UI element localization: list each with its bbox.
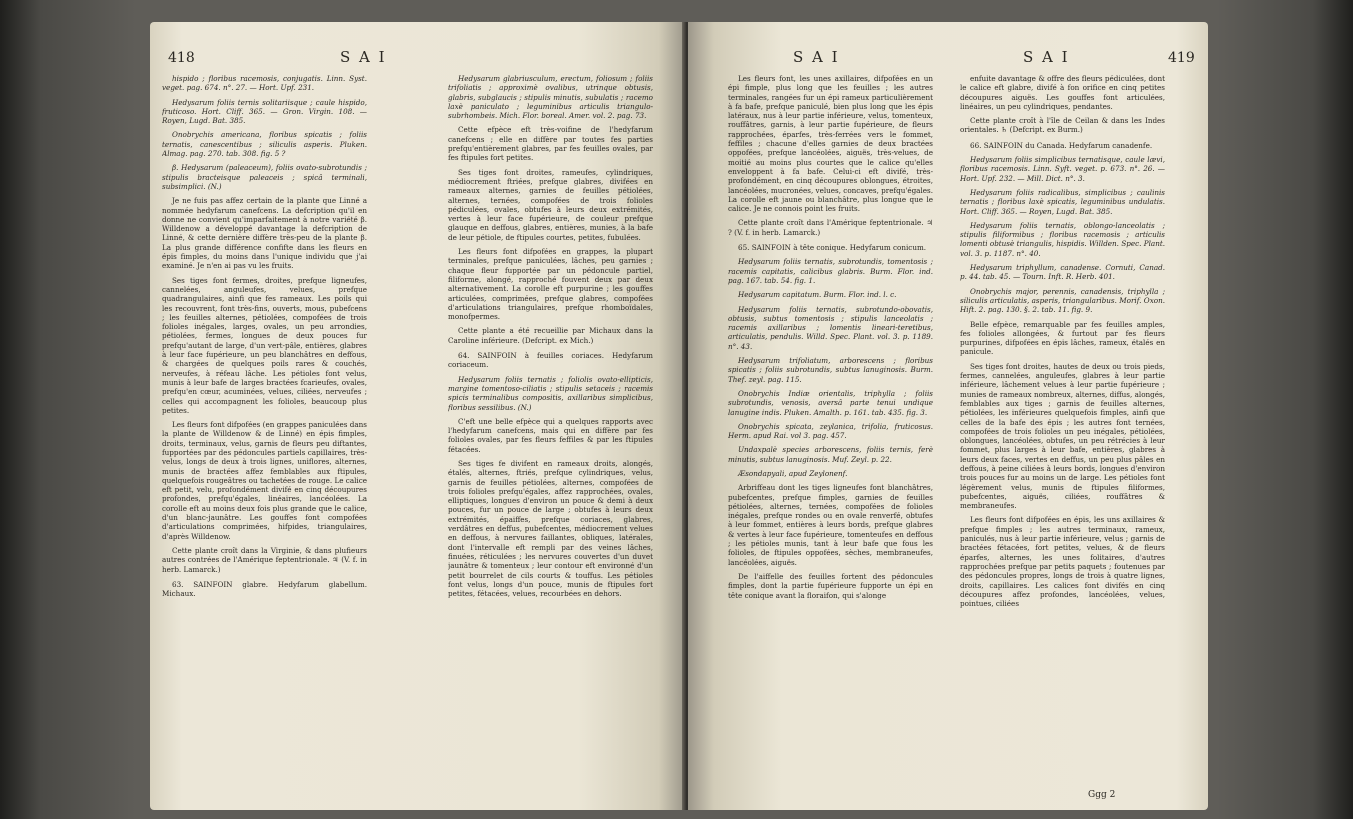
paragraph: Les fleurs font difpofées en grappes, la plupart terminales, prefque paniculées, lâches, peu garnies ; chaque fleur fupportée par un pédoncule partiel, filiforme, alongé, rapproché fouvent deux par deux alternativement. La corolle eft purpurine ; les gouffes articulées, comprimées, prefque glabres, compofées d'articulations triangulaires, prefque rhomboïdales, monofpermes.	[448, 247, 653, 322]
paragraph: Belle efpèce, remarquable par fes feuilles amples, fes folioles allongées, & furtout par fes fleurs purpurines, difpofées en épis lâches, rameux, étalés en panicule.	[960, 319, 1165, 357]
paragraph: Ses tiges font droites, hautes de deux ou trois pieds, fermes, cannelées, anguleufes, glabres à leur partie inférieure, lâchement velues à leur partie fupérieure ; munies de rameaux nombreux, alternes, diffus, alongés, femblables aux tiges ; garnis de feuilles alternes, pétiolées, les inférieures quelquefois fimples, ainfi que celles de la bafe des épis ; les autres font ternées, compofées de trois folioles un peu inégales, pétiolées, oblongues, lancéolées, obtufes, un peu rétrécies à leur fommet, plus larges à leur bafe, entières, glabres à leurs deux faces, vertes en deffus, un peu plus pâles en deffous, à peine ciliées à leurs bords, longues d'environ trois pouces fur au moins un de large. Les pétioles font légèrement velus, munis de ftipules filiformes, pubefcentes, aiguës, ciliées, rouffâtres & membraneufes.	[960, 361, 1165, 511]
paragraph: Ses tiges font droites, rameufes, cylindriques, médiocrement ftriées, prefque glabres, divifées en rameaux alternes, garnies de feuilles pétiolées, alternes, ternées, compofées de trois folioles pédiculées, ovales, obtufes à leurs deux extrémités, vertes à leur face fupérieure, de couleur prefque glauque en deffous, glabres, entières, munies, à la bafe de leur pétiole, de ftipules courtes, petites, fubulées.	[448, 167, 653, 242]
paragraph: Onobrychis major, perennis, canadensis, triphylla ; siliculis articulatis, asperis, triangularibus. Morif. Oxon. Hift. 2. pag. 130. §. 2. tab. 11. fig. 9.	[960, 286, 1165, 315]
paragraph: Ses tiges font fermes, droites, prefque ligneufes, cannelées, anguleufes, velues, prefque quadrangulaires, ainfi que fes rameaux. Les poils qui les recouvrent, font très-fins, ouverts, mous, pubefcens ; les feuilles alternes, pétiolées, compofées de trois folioles inégales, larges, ovales, un peu arrondies, pétiolées, fermes, longues de deux pouces fur prefqu'autant de large, d'un vert-pâle, entières, glabres à leur face fupérieure, un peu blanchâtres en deffous, & chargées de quelques poils rares & couchés, nerveufes, à réfeau lâche. Les pétioles font velus, munis à leur bafe de larges bractées fcarieufes, ovales, prefqu'en cœur, acuminées, velues, ciliées, nerveufes ; celles qui accompagnent les folioles, beaucoup plus petites.	[162, 275, 367, 415]
paragraph: hispido ; floribus racemosis, conjugatis. Linn. Syst. veget. pag. 674. n°. 27. — Hort. Upf. 231.	[162, 74, 367, 93]
paragraph: Undaxpalè species arborescens, foliis ternis, ferè minutis, subtus lanuginosis. Muf. Zeyl. p. 22.	[728, 445, 933, 464]
paragraph: Hedysarum foliis ternatis, oblongo-lanceolatis ; stipulis filiformibus ; floribus racemosis ; articulis lomenti obtusè triangulis, hispidis. Willden. Spec. Plant. vol. 3. p. 1187. n°. 40.	[960, 220, 1165, 258]
paragraph: Ses tiges fe divifent en rameaux droits, alongés, étalés, alternes, ftriés, prefque cylindriques, velus, garnis de feuilles pétiolées, alternes, compofées de trois folioles prefqu'égales, affez rapprochées, ovales, elliptiques, longues d'environ un pouce & demi à deux pouces, fur un pouce de large ; obtufes à leurs deux extrémités, épaiffes, prefque coriaces, glabres, verdâtres en deffus, pubefcentes, médiocrement velues en deffous, à nervures faillantes, obliques, latérales, dont l'intervalle eft rempli par des veines lâches, finuées, réticulées ; les nervures couvertes d'un duvet jaunâtre & tomenteux ; leur contour eft environné d'un petit bourrelet de cils courts & touffus. Les pétioles font velus, longs d'un pouce, munis de ftipules fort petites, fétacées, velues, recourbées en dehors.	[448, 458, 653, 599]
paragraph: Onobrychis spicata, zeylanica, trifolia, fruticosus. Herm. apud Rai. vol 3. pag. 457.	[728, 421, 933, 441]
left-page-column-2	[448, 74, 653, 603]
right-page-number: 419	[1168, 50, 1195, 66]
paragraph: Les fleurs font, les unes axillaires, difpofées en un épi fimple, plus long que les feuilles ; les autres terminales, rangées fur un épi rameux particulièrement à fa bafe, prefque paniculé, bien plus long que les épis latéraux, nus à leur partie inférieure, velus, tomenteux, rouffâtres, garnis, à leur partie fupérieure, de fleurs rapprochées, éparfes, très-ferrées vers le fommet, feffiles ; chacune d'elles garnies de deux bractées oppofées, prefque lancéolées, aiguës, très-velues, de moitié au moins plus courtes que le calice qu'elles enveloppent à fa bafe. Celui-ci eft divifé, très-profondément, en cinq découpures oblongues, étroites, lancéolées, mucronées, velues, concaves, prefqu'égales. La corolle eft jaune ou blanchâtre, plus longue que le calice. Je ne connois point les fruits.	[728, 74, 933, 214]
paragraph: Hedysarum foliis ternatis ; foliolis ovato-ellipticis, margine tomentoso-ciliatis ; stipulis setaceis ; racemis spicis terminalibus compositis, axillaribus simplicibus, floribus sessilibus. (N.)	[448, 374, 653, 412]
right-running-head-2: S A I	[1023, 48, 1070, 66]
right-page-column-2	[960, 74, 1165, 613]
paragraph: β. Hedysarum (paleaceum), foliis ovato-subrotundis ; stipulis bracteisque paleaceis ; spicâ terminali, subsimplici. (N.)	[162, 163, 367, 191]
left-running-head: S A I	[340, 48, 387, 66]
left-page-column-1	[162, 74, 367, 603]
paragraph: Hedysarum triphyllum, canadense. Cornuti, Canad. p. 44. tab. 45. — Tourn. Inft. R. Herb. 401.	[960, 263, 1165, 282]
paragraph: C'eft une belle efpèce qui a quelques rapports avec l'hedyfarum canefcens, mais qui en diffère par fes folioles ovales, par fes fleurs feffiles & par les ftipules fétacées.	[448, 416, 653, 454]
paragraph: Hedysarum foliis ternis solitariisque ; caule hispido, fruticoso. Hort. Cliff. 365. — Gron. Virgin. 108. — Royen, Lugd. Bat. 385.	[162, 97, 367, 126]
right-page	[688, 22, 1208, 810]
paragraph: Hedysarum foliis radicalibus, simplicibus ; caulinis ternatis ; floribus laxè spicatis, leguminibus undulatis. Hort. Cliff. 365. — Royen, Lugd. Bat. 385.	[960, 187, 1165, 216]
paragraph: Cette plante a été recueillie par Michaux dans la Caroline inférieure. (Defcript. ex Mich.)	[448, 326, 653, 345]
paragraph: De l'aiffelle des feuilles fortent des pédoncules fimples, dont la partie fupérieure fupporte un épi en tête conique avant la floraifon, qui s'alonge	[728, 571, 933, 600]
paragraph: Les fleurs font difpofées en épis, les uns axillaires & prefque fimples ; les autres terminaux, rameux, paniculés, nus à leur partie inférieure, velus ; garnis de bractées fétacées, fort petites, velues, & de fleurs éparfes, alternes, les unes folitaires, d'autres rapprochées prefque par petits paquets ; foutenues par des pédoncules propres, longs de trois à quatre lignes, droits, capillaires. Les calices font divifés en cinq découpures affez profondes, lancéolées, velues, pointues, ciliées	[960, 515, 1165, 609]
paragraph: 63. SAINFOIN glabre. Hedyfarum glabellum. Michaux.	[162, 579, 367, 599]
paragraph: enfuite davantage & offre des fleurs pédiculées, dont le calice eft glabre, divifé à fon orifice en cinq petites découpures aiguës. Les gouffes font articulées, linéaires, un peu cylindriques, pendantes.	[960, 74, 1165, 111]
right-running-head-1: S A I	[793, 48, 840, 66]
paragraph: Arbriffeau dont les tiges ligneufes font blanchâtres, pubefcentes, prefque fimples, garnies de feuilles pétiolées, alternes, ternées, compofées de folioles inégales, prefque rondes ou en ovale renverfé, obtufes à leur fommet, entières à leurs bords, prefque glabres & vertes à leur face fupérieure, tomenteufes en deffous ; les pétioles munis, tant à leur bafe que fous les folioles, de ftipules oppofées, sèches, membraneufes, lancéolées, aiguës.	[728, 483, 933, 567]
right-page-column-1	[728, 74, 933, 605]
paragraph: Cette efpèce eft très-voifine de l'hedyfarum canefcens ; elle en diffère par toutes fes parties prefqu'entièrement glabres, par fes feuilles ovales, par fes ftipules fort petites.	[448, 125, 653, 163]
paragraph: Æsondapyali, apud Zeylonenf.	[738, 468, 848, 478]
paragraph: 65. SAINFOIN à tête conique. Hedyfarum conicum.	[738, 243, 927, 253]
left-page	[150, 22, 685, 810]
paragraph: Hedysarum foliis ternatis, subrotundis, tomentosis ; racemis capitatis, calicibus glabris. Burm. Flor. ind. pag. 167. tab. 54. fig. 1.	[728, 257, 933, 285]
paragraph: Les fleurs font difpofées (en grappes paniculées dans la plante de Willdenow & de Linné) en épis fimples, droits, terminaux, velus, garnis de fleurs peu diftantes, fupportées par des pédoncules partiels capillaires, très-velus, longs de deux à trois lignes, uniflores, alternes, munis de bractées affez femblables aux ftipules, quelquefois rougeâtres ou tachetées de rouge. Le calice eft petit, velu, profondément divifé en cinq découpures profondes, prefqu'égales, linéaires, lancéolées. La corolle eft au moins deux fois plus grande que le calice, d'un blanc-jaunâtre. Les gouffes font compofées d'articulations comprimées, hifpides, triangulaires, d'après Willdenow.	[162, 420, 367, 541]
paragraph: Hedysarum trifoliatum, arborescens ; floribus spicatis ; foliis subrotundis, subtus lanuginosis. Burm. Thef. zeyl. pag. 115.	[728, 356, 933, 384]
paragraph: 64. SAINFOIN à feuilles coriaces. Hedyfarum coriaceum.	[448, 351, 653, 370]
paragraph: Cette plante croît dans la Virginie, & dans plufieurs autres contrées de l'Amérique feptentrionale. ♃ (V. f. in herb. Lamarck.)	[162, 545, 367, 574]
paragraph: Hedysarum foliis ternatis, subrotundo-obovatis, obtusis, subtus tomentosis ; stipulis lanceolatis ; racemis axillaribus ; lomentis lineari-teretibus, articulatis, pendulis. Willd. Spec. Plant. vol. 3. p. 1189. n°. 43.	[728, 304, 933, 351]
paragraph: Hedysarum foliis simplicibus ternatisque, caule lævi, floribus racemosis. Linn. Syft. veget. p. 673. n°. 26. — Hort. Upf. 232. — Mill. Dict. n°. 3.	[960, 155, 1165, 183]
paragraph: Onobrychis Indiæ orientalis, triphylla ; foliis subrotundis, venosis, aversâ parte tenui undique lanugine indis. Pluken. Amalth. p. 161. tab. 435. fig. 3.	[728, 388, 933, 417]
paragraph: Je ne fuis pas affez certain de la plante que Linné a nommée hedyfarum canefcens. La defcription qu'il en donne ne convient qu'imparfaitement à notre variété β. Willdenow a développé davantage la defcription de Linné, & cette dernière diffère très-peu de la plante β. La plus grande différence confifte dans les fleurs en épis fimples, du moins dans l'unique individu que j'ai examiné. Je n'en ai pas vu les fruits.	[162, 196, 367, 271]
paragraph: 66. SAINFOIN du Canada. Hedyfarum canadenfe.	[970, 140, 1153, 150]
paragraph: Cette plante croît à l'île de Ceilan & dans les Indes orientales. ♄ (Defcript. ex Burm.)	[960, 116, 1165, 135]
paragraph: Hedysarum capitatum. Burm. Flor. ind. l. c.	[738, 290, 897, 300]
signature-mark: Ggg 2	[1088, 790, 1116, 800]
paragraph: Cette plante croît dans l'Amérique feptentrionale. ♃ ? (V. f. in herb. Lamarck.)	[728, 218, 933, 237]
paragraph: Hedysarum glabriusculum, erectum, foliosum ; foliis trifoliatis ; approximè ovalibus, utrinque obtusis, glabris, subglaucis ; stipulis minutis, subulatis ; racemo laxè paniculato ; leguminibus articulis triangulo-subrhombeis. Mich. Flor. boreal. Amer. vol. 2. pag. 73.	[448, 74, 653, 121]
paragraph: Onobrychis americana, floribus spicatis ; foliis ternatis, canescentibus ; siliculis asperis. Pluken. Almag. pag. 270. tab. 308. fig. 5 ?	[162, 130, 367, 159]
left-page-number: 418	[168, 50, 195, 66]
